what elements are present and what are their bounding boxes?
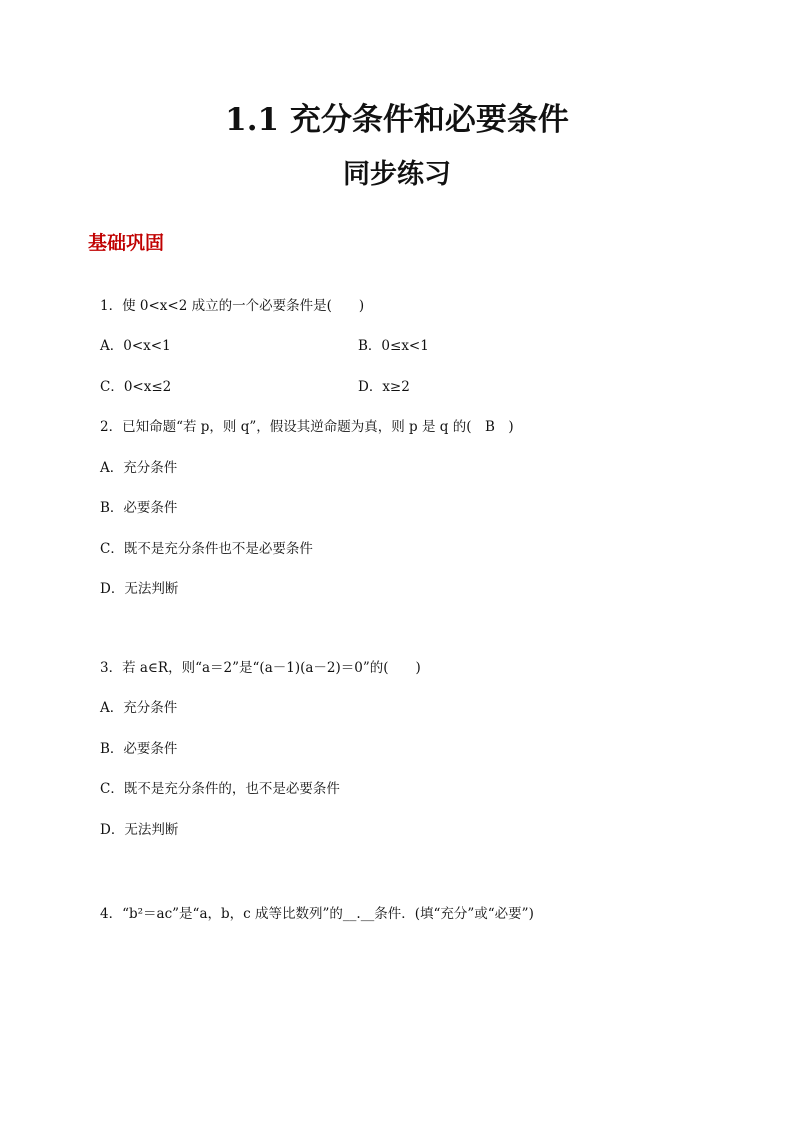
question-1-option-c: C．0<x≤2	[100, 379, 172, 395]
question-4-stem: 4．“b²＝ac”是“a，b，c 成等比数列”的__.__条件．(填“充分”或“必要”)	[100, 906, 534, 922]
question-2-option-c: C．既不是充分条件也不是必要条件	[100, 541, 313, 557]
page-title: 1.1 充分条件和必要条件	[225, 102, 569, 138]
page-subtitle: 同步练习	[343, 159, 451, 190]
question-1-stem: 1．使 0<x<2 成立的一个必要条件是( )	[100, 298, 365, 314]
question-3-option-a: A．充分条件	[100, 700, 178, 716]
question-3-option-c: C．既不是充分条件的，也不是必要条件	[100, 781, 340, 797]
section-heading: 基础巩固	[88, 232, 165, 254]
question-1-option-a: A．0<x<1	[100, 338, 171, 354]
question-1-option-b: B．0≤x<1	[358, 338, 429, 354]
question-2-option-a: A．充分条件	[100, 460, 178, 476]
question-3-stem: 3．若 a∈R，则“a＝2”是“(a－1)(a－2)＝0”的( )	[100, 660, 421, 676]
question-2-option-d: D．无法判断	[100, 581, 179, 597]
question-2-stem: 2．已知命题“若 p，则 q”，假设其逆命题为真，则 p 是 q 的( B )	[100, 419, 514, 435]
question-3-option-b: B．必要条件	[100, 741, 178, 757]
question-2-option-b: B．必要条件	[100, 500, 178, 516]
question-1-option-d: D．x≥2	[358, 379, 410, 395]
question-3-option-d: D．无法判断	[100, 822, 179, 838]
